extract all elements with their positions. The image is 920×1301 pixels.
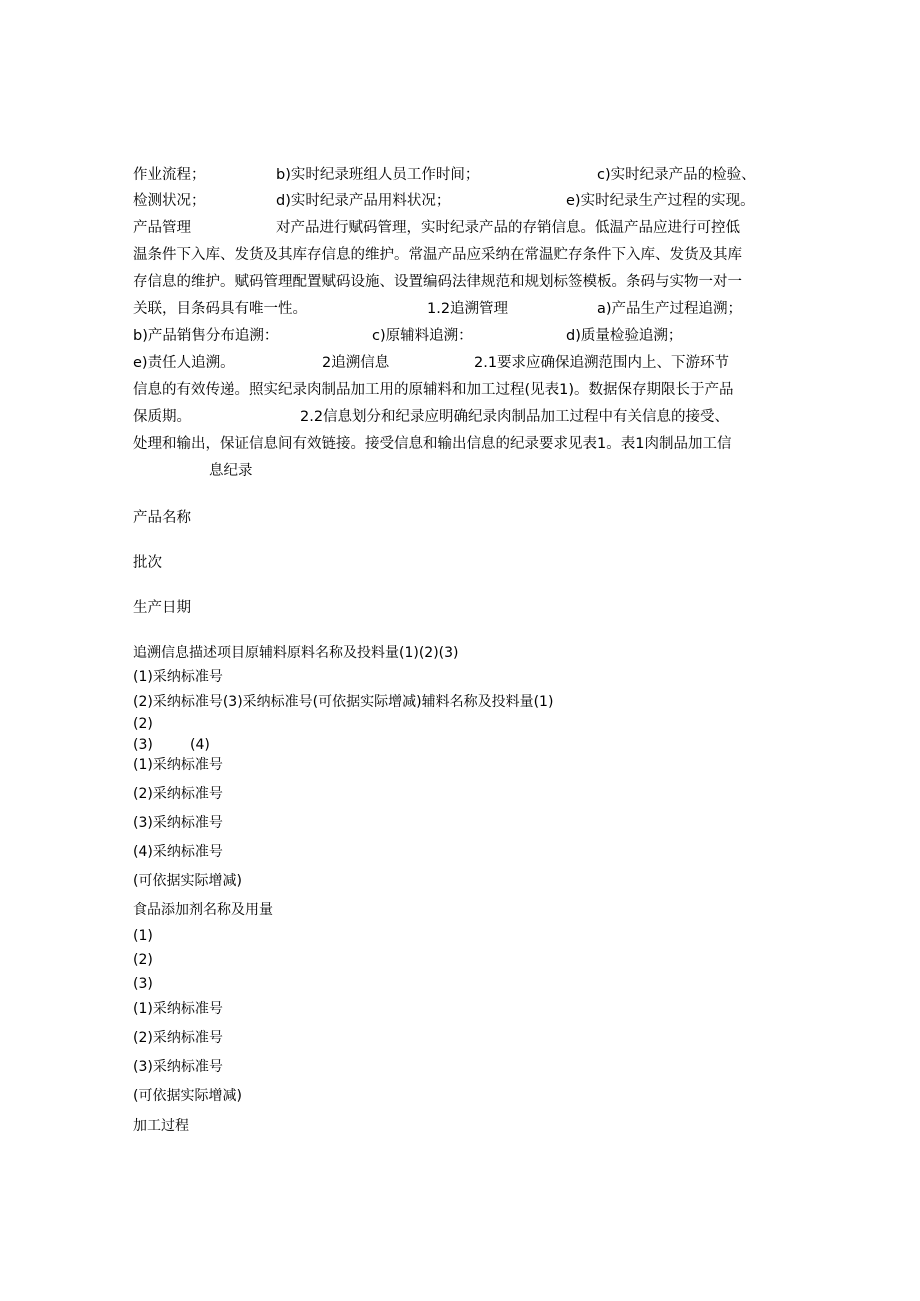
product-name-label	[0, 506, 920, 530]
text-fragment: b)产品销售分布追溯：	[133, 328, 279, 344]
aux-standard-2	[0, 782, 920, 806]
text-fragment: 息纪录	[209, 463, 253, 479]
text-fragment: 2追溯信息	[322, 355, 390, 371]
text-fragment: 存信息的维护。赋码管理配置赋码设施、设置编码法律规范和规划标签模板。条码与实物一对一	[133, 274, 742, 290]
number-text: (3)	[133, 976, 153, 992]
additive-number-3	[0, 972, 920, 996]
process-label	[0, 1114, 920, 1138]
aux-standard-3	[0, 811, 920, 835]
body-line-7	[0, 324, 920, 348]
raw-material-standard-2-3	[0, 690, 920, 714]
text-fragment: 1.2追溯管理	[427, 301, 509, 317]
raw-material-standard-1	[0, 665, 920, 689]
additive-number-2	[0, 948, 920, 972]
body-line-10	[0, 405, 920, 429]
body-line-9	[0, 378, 920, 402]
text-fragment: b)实时纪录班组人员工作时间；	[276, 167, 480, 183]
number-text: (2)	[133, 716, 153, 732]
production-date-text: 生产日期	[133, 600, 191, 616]
standard-text: (2)采纳标准号	[133, 786, 223, 802]
note-text: (可依据实际增减)	[133, 1088, 242, 1104]
standard-text: (1)采纳标准号	[133, 757, 223, 773]
body-line-11	[0, 432, 920, 456]
aux-standard-4	[0, 840, 920, 864]
trace-info-text: 追溯信息描述项目原辅料原料名称及投料量(1)(2)(3)	[133, 645, 459, 661]
text-fragment: 信息的有效传递。照实纪录肉制品加工用的原辅料和加工过程(见表1)。数据保存期限长于产品	[133, 382, 734, 398]
body-line-1	[0, 163, 920, 187]
body-line-2	[0, 189, 920, 213]
text-fragment: 对产品进行赋码管理，实时纪录产品的存销信息。低温产品应进行可控低	[276, 220, 740, 236]
text-fragment: 产品管理	[133, 220, 191, 236]
body-line-5	[0, 270, 920, 294]
number-text: (1)	[133, 928, 153, 944]
text-fragment: 保质期。	[133, 409, 191, 425]
standard-text: (3)采纳标准号	[133, 815, 223, 831]
text-fragment: 作业流程；	[133, 167, 206, 183]
text-fragment: 2.1要求应确保追溯范围内上、下游环节	[474, 355, 730, 371]
additive-text: 食品添加剂名称及用量	[133, 902, 273, 918]
product-name-text: 产品名称	[133, 510, 191, 526]
standard-text: (2)采纳标准号(3)采纳标准号(可依据实际增减)辅料名称及投料量(1)	[133, 694, 554, 710]
aux-adjust-note	[0, 869, 920, 893]
standard-text: (1)采纳标准号	[133, 1001, 223, 1017]
additive-adjust-note	[0, 1084, 920, 1108]
standard-text: (2)采纳标准号	[133, 1030, 223, 1046]
body-line-8	[0, 351, 920, 375]
number-text: (3)	[133, 737, 153, 753]
text-fragment: e)实时纪录生产过程的实现。	[566, 193, 755, 209]
additive-label	[0, 898, 920, 922]
standard-text: (4)采纳标准号	[133, 844, 223, 860]
production-date-label	[0, 596, 920, 620]
additive-number-1	[0, 924, 920, 948]
text-fragment: d)实时纪录产品用料状况；	[276, 193, 451, 209]
body-line-6	[0, 297, 920, 321]
text-fragment: 温条件下入库、发货及其库存信息的维护。常温产品应采纳在常温贮存条件下入库、发货及其库	[133, 247, 742, 263]
text-fragment: c)实时纪录产品的检验、	[597, 167, 756, 183]
body-line-4	[0, 243, 920, 267]
text-fragment: e)责任人追溯。	[133, 355, 235, 371]
text-fragment: 2.2信息划分和纪录应明确纪录肉制品加工过程中有关信息的接受、	[300, 409, 730, 425]
number-text: (2)	[133, 952, 153, 968]
text-fragment: 处理和输出，保证信息间有效链接。接受信息和输出信息的纪录要求见表1。表1肉制品加工信	[133, 436, 732, 452]
standard-text: (1)采纳标准号	[133, 669, 223, 685]
text-fragment: a)产品生产过程追溯；	[597, 301, 743, 317]
trace-info-row	[0, 641, 920, 665]
body-line-3	[0, 216, 920, 240]
aux-standard-1	[0, 753, 920, 777]
text-fragment: 检测状况；	[133, 193, 206, 209]
text-fragment: c)原辅料追溯：	[372, 328, 473, 344]
additive-standard-1	[0, 997, 920, 1021]
text-fragment: 关联，目条码具有唯一性。	[133, 301, 307, 317]
body-line-12	[0, 459, 920, 483]
standard-text: (3)采纳标准号	[133, 1059, 223, 1075]
note-text: (可依据实际增减)	[133, 873, 242, 889]
additive-standard-3	[0, 1055, 920, 1079]
text-fragment: d)质量检验追溯；	[566, 328, 683, 344]
batch-label	[0, 551, 920, 575]
process-text: 加工过程	[133, 1118, 189, 1134]
number-text: (4)	[190, 737, 210, 753]
additive-standard-2	[0, 1026, 920, 1050]
batch-text: 批次	[133, 555, 162, 571]
